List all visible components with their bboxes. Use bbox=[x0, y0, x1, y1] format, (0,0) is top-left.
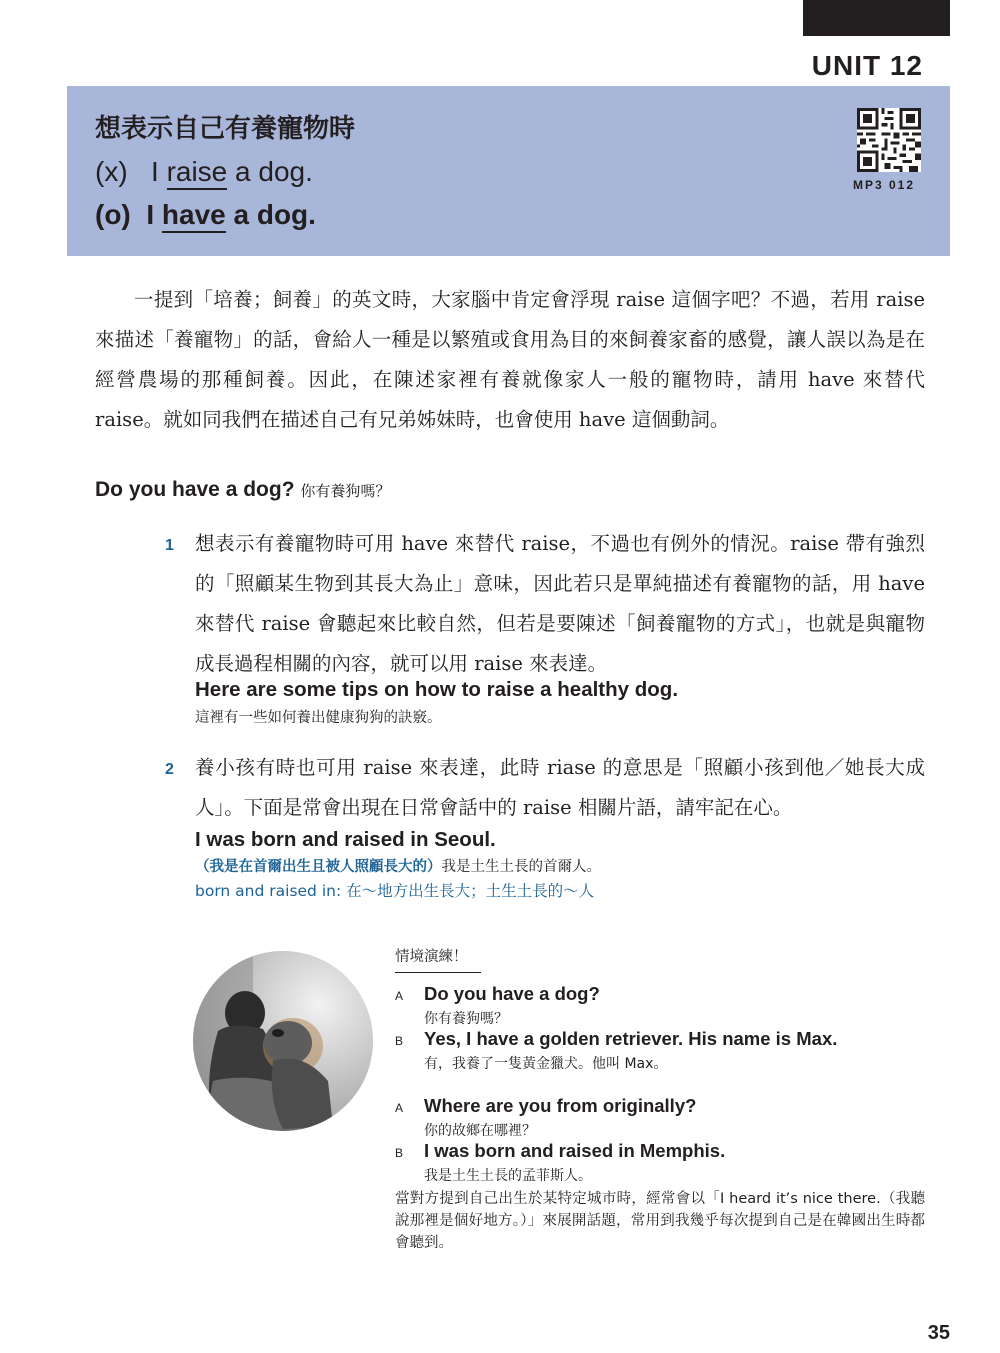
dialog-line-en: I was born and raised in Memphis. bbox=[424, 1140, 726, 1161]
page-tab-marker bbox=[803, 0, 950, 36]
dialog-speaker: A bbox=[395, 1101, 404, 1115]
dialog-line-zh: 你有養狗嗎？ bbox=[424, 1011, 508, 1027]
wrong-pre: I bbox=[151, 156, 159, 187]
wrong-prefix: (x) bbox=[95, 156, 128, 187]
note-number-2: 2 bbox=[165, 761, 174, 778]
dialog-line-zh: 我是土生土長的孟菲斯人。 bbox=[424, 1168, 592, 1184]
right-word: have bbox=[162, 199, 226, 233]
dialog-line-zh: 你的故鄉在哪裡？ bbox=[424, 1123, 536, 1139]
right-pre: I bbox=[146, 199, 155, 230]
dialog-line-en: Do you have a dog? bbox=[424, 983, 600, 1004]
photo-illustration bbox=[193, 951, 373, 1131]
practice-note: 當對方提到自己出生於某特定城市時，經常會以「I heard it’s nice there.（我聽說那裡是個好地方。）」來展開話題，常用到我幾乎每次提到自己是在韓國出生時都會聽到。 bbox=[395, 1191, 925, 1251]
dialog-line-zh: 有，我養了一隻黃金獵犬。他叫 Max。 bbox=[424, 1056, 668, 1072]
dialog-line-en: Yes, I have a golden retriever. His name is Max. bbox=[424, 1028, 838, 1049]
note-2-example-zh-line bbox=[195, 855, 601, 876]
dialog-speaker: A bbox=[395, 989, 404, 1003]
header-box bbox=[67, 86, 950, 256]
note-1-example-zh: 這裡有一些如何養出健康狗狗的訣竅。 bbox=[195, 710, 442, 726]
note-text-2: 養小孩有時也可用 raise 來表達，此時 riase 的意思是「照顧小孩到他／她長大成人」。下面是常會出現在日常會話中的 raise 相關片語，請牢記在心。 bbox=[195, 756, 925, 819]
main-example-en: Do you have a dog? bbox=[95, 478, 295, 501]
header-title: 想表示自己有養寵物時 bbox=[95, 114, 356, 144]
main-example bbox=[95, 478, 390, 502]
right-post: a dog. bbox=[233, 199, 316, 230]
unit-label: UNIT 12 bbox=[811, 50, 923, 81]
note-text-1: 想表示有養寵物時可用 have 來替代 raise，不過也有例外的情況。raise 帶有強烈的「照顧某生物到其長大為止」意味，因此若只是單純描述有養寵物的話，用 have 來替代 raise 會聽起來比較自然，但若是要陳述「飼養寵物的方式」，也就是與寵物成長過程相關的內容，就可以用 raise 來表達。 bbox=[195, 532, 925, 675]
right-prefix: (o) bbox=[95, 199, 131, 230]
note-1-example-en: Here are some tips on how to raise a healthy dog. bbox=[195, 678, 679, 701]
dialog-speaker: B bbox=[395, 1146, 404, 1160]
note-2-example-zh: 我是土生土長的首爾人。 bbox=[441, 859, 601, 875]
main-example-zh: 你有養狗嗎？ bbox=[300, 482, 391, 500]
right-example bbox=[95, 199, 316, 233]
wrong-post: a dog. bbox=[235, 156, 313, 187]
dialog-line-en: Where are you from originally? bbox=[424, 1095, 697, 1116]
page-number: 35 bbox=[927, 1322, 950, 1344]
audio-track-label: MP3 012 bbox=[853, 178, 916, 192]
qr-code-icon[interactable] bbox=[857, 108, 921, 172]
note-2-example-en: I was born and raised in Seoul. bbox=[195, 828, 496, 851]
woman-hugging-dog-photo bbox=[193, 951, 373, 1131]
note-number-1: 1 bbox=[165, 537, 174, 554]
wrong-word: raise bbox=[167, 156, 228, 190]
practice-title: 情境演練！ bbox=[395, 945, 481, 973]
intro-paragraph: 一提到「培養；飼養」的英文時，大家腦中肯定會浮現 raise 這個字吧？不過，若用 raise 來描述「養寵物」的話，會給人一種是以繁殖或食用為目的來飼養家畜的感覺，讓人誤以為是在經營農場的那種飼養。因此，在陳述家裡有養就像家人一般的寵物時，請用 have 來替代 raise。就如同我們在描述自己有兄弟姊妹時，也會使用 have 這個動詞。 bbox=[95, 288, 925, 431]
note-2-example-gloss: （我是在首爾出生且被人照顧長大的） bbox=[195, 859, 442, 875]
phrase-definition: born and raised in: 在～地方出生長大；土生土長的～人 bbox=[195, 882, 595, 900]
dialog-speaker: B bbox=[395, 1034, 404, 1048]
wrong-example bbox=[95, 156, 313, 190]
